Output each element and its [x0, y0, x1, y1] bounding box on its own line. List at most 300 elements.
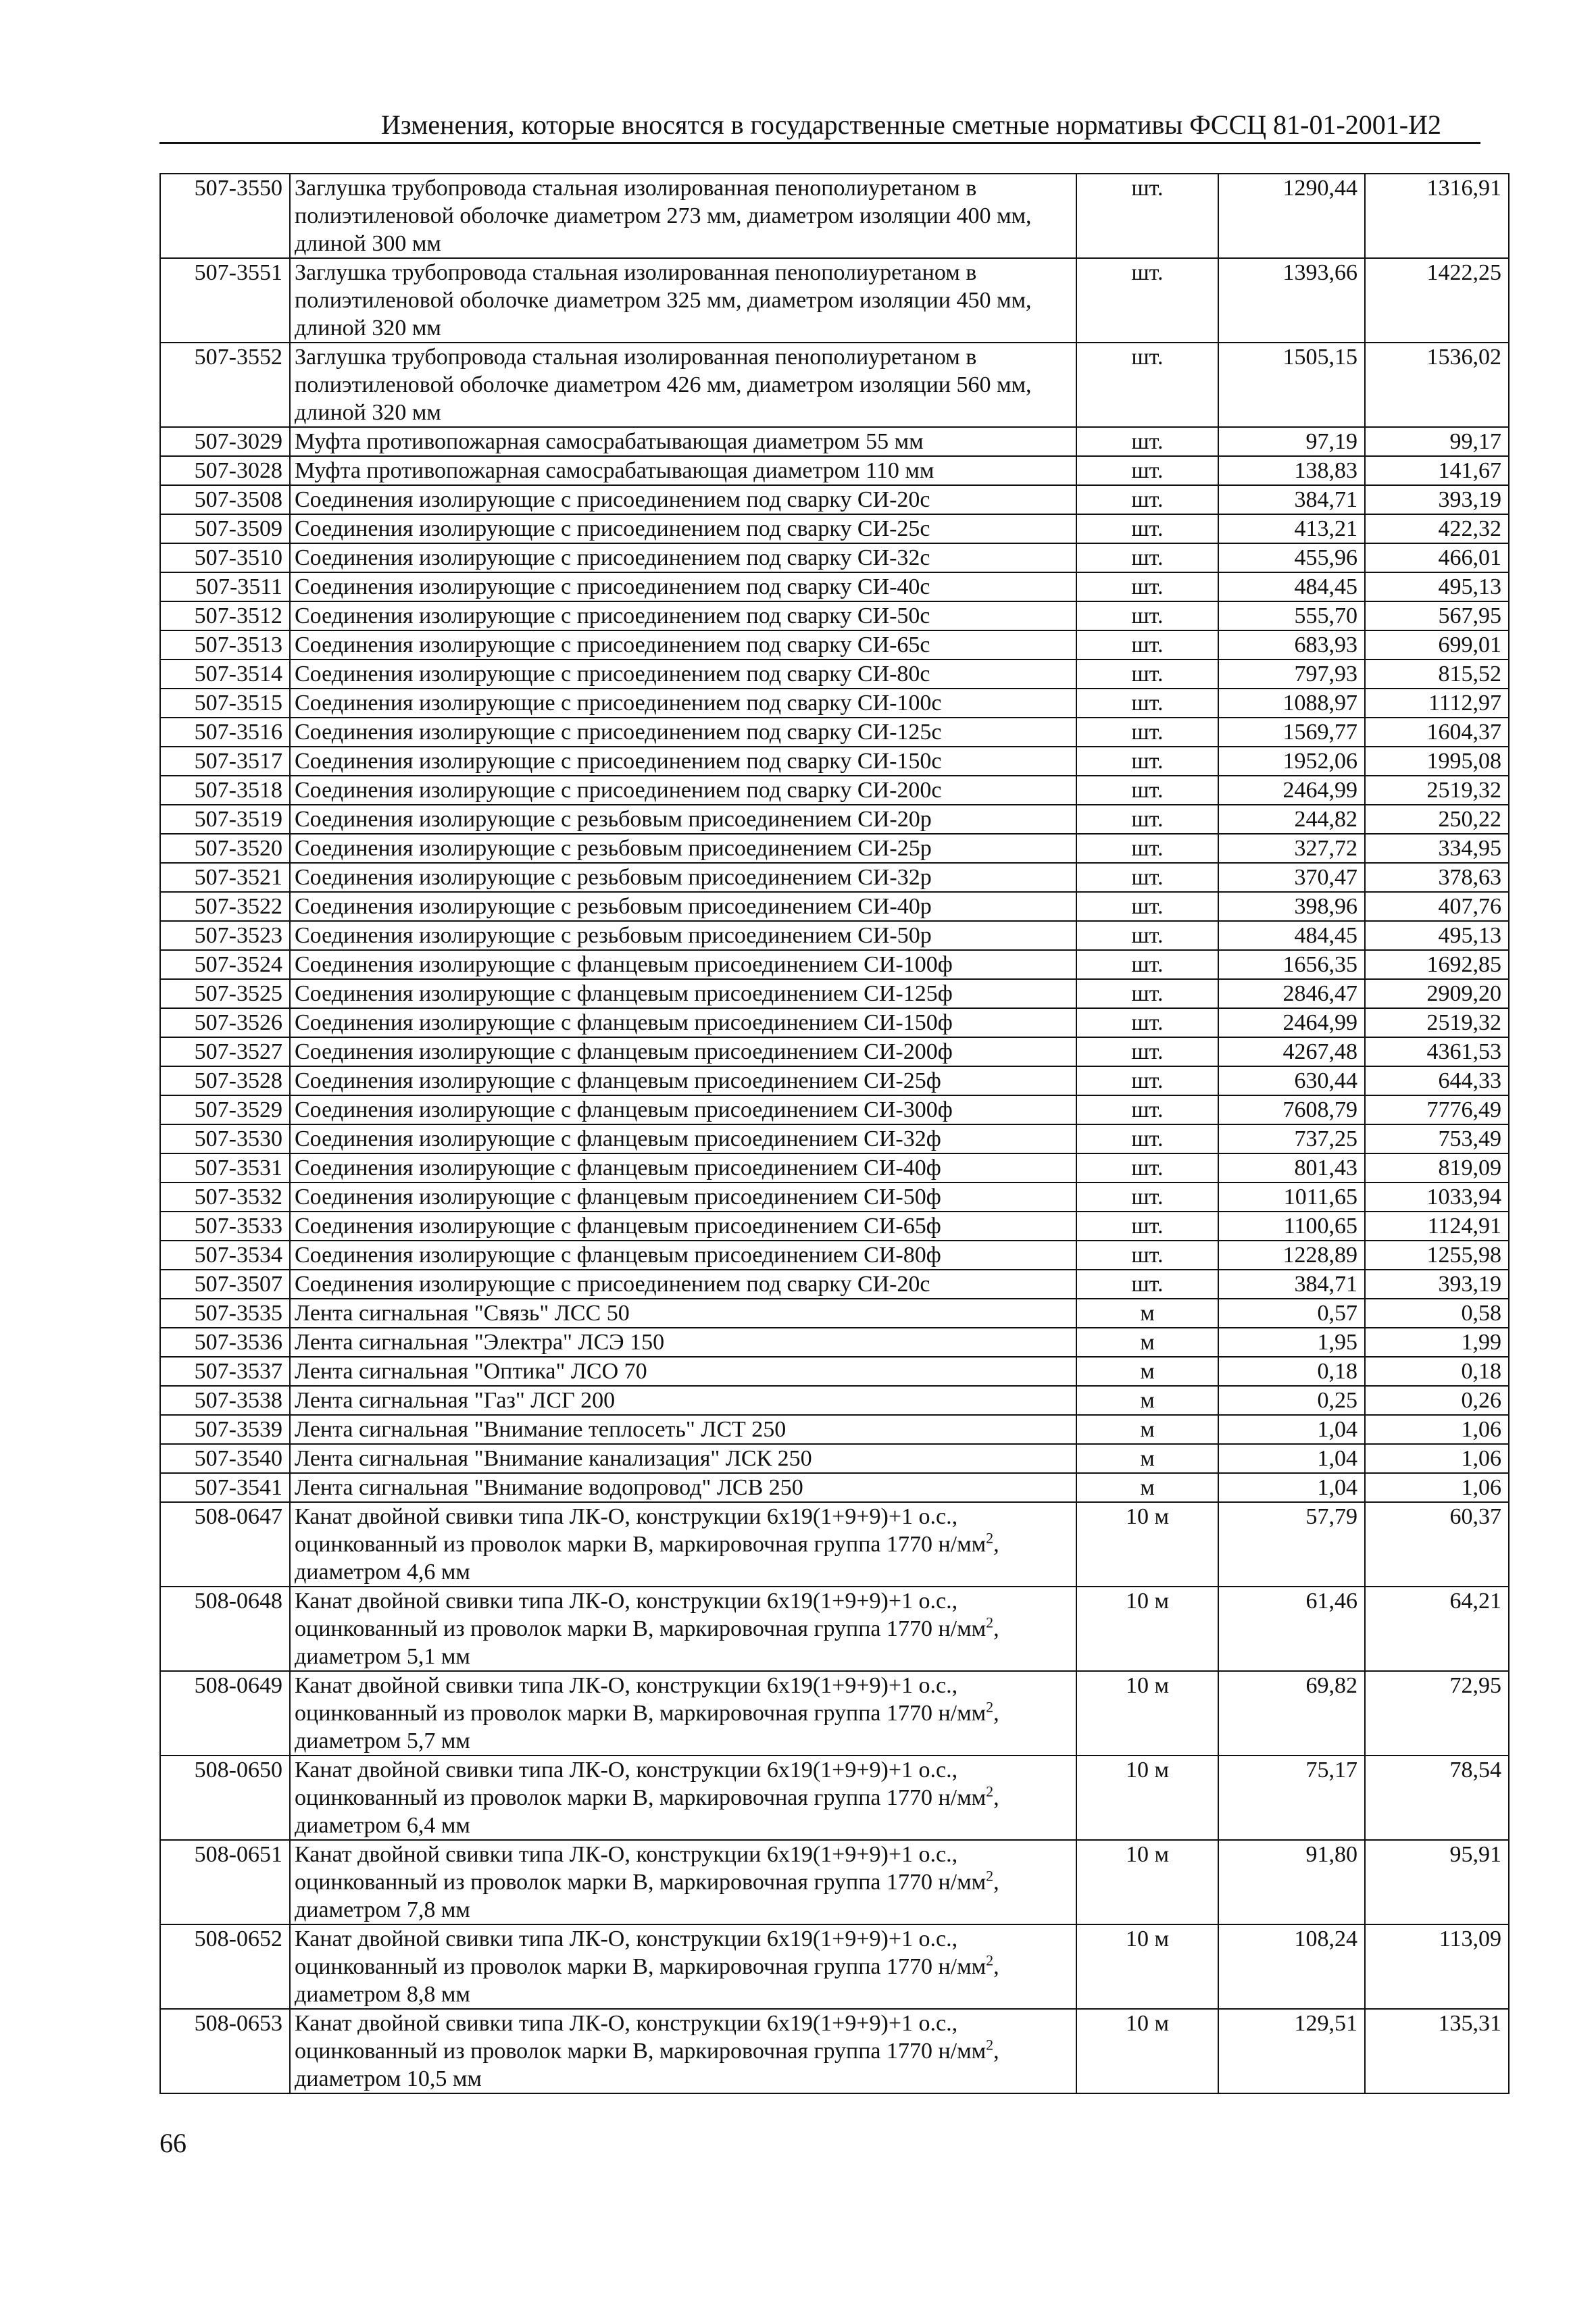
row-price-2: 393,19 [1365, 1270, 1509, 1299]
row-name: Соединения изолирующие с резьбовым присоединением СИ-25р [290, 834, 1076, 863]
row-name: Соединения изолирующие с фланцевым присоединением СИ-200ф [290, 1037, 1076, 1066]
row-unit: м [1076, 1357, 1218, 1386]
row-unit: шт. [1076, 689, 1218, 718]
row-name: Заглушка трубопровода стальная изолированная пенополиуретаном в полиэтиленовой оболочке диаметром 426 мм, диаметром изоляции 560 мм, длиной 320 мм [290, 343, 1076, 427]
row-price-1: 630,44 [1218, 1066, 1365, 1095]
table-row [160, 805, 1509, 834]
table-row [160, 1153, 1509, 1183]
row-unit: м [1076, 1386, 1218, 1415]
row-name-text: Канат двойной свивки типа ЛК-О, конструкции 6х19(1+9+9)+1 о.с., оцинкованный из проволок марки В, маркировочная группа 1770 н/мм [295, 1589, 987, 1641]
row-price-2: 1,99 [1365, 1328, 1509, 1357]
row-code: 507-3552 [160, 343, 290, 427]
row-price-2: 753,49 [1365, 1124, 1509, 1153]
row-code: 507-3525 [160, 979, 290, 1008]
row-name [290, 1671, 1076, 1756]
row-code: 507-3512 [160, 601, 290, 630]
row-price-2: 1995,08 [1365, 747, 1509, 776]
row-code: 507-3527 [160, 1037, 290, 1066]
row-name: Лента сигнальная "Внимание теплосеть" ЛСТ 250 [290, 1415, 1076, 1444]
row-code: 508-0648 [160, 1587, 290, 1671]
table-row [160, 1357, 1509, 1386]
row-price-2: 819,09 [1365, 1153, 1509, 1183]
table-row [160, 863, 1509, 892]
table-row [160, 1008, 1509, 1037]
row-name-superscript: 2 [986, 1867, 994, 1885]
row-name-text: Канат двойной свивки типа ЛК-О, конструкции 6х19(1+9+9)+1 о.с., оцинкованный из проволок марки В, маркировочная группа 1770 н/мм [295, 1504, 987, 1557]
row-price-1: 1952,06 [1218, 747, 1365, 776]
row-unit: шт. [1076, 776, 1218, 805]
row-name: Соединения изолирующие с фланцевым присоединением СИ-40ф [290, 1153, 1076, 1183]
row-name: Соединения изолирующие с присоединением под сварку СИ-200с [290, 776, 1076, 805]
table-row [160, 1183, 1509, 1212]
row-name: Соединения изолирующие с присоединением под сварку СИ-80с [290, 659, 1076, 689]
table-row [160, 1502, 1509, 1587]
row-unit: шт. [1076, 427, 1218, 456]
table-row [160, 979, 1509, 1008]
row-code: 507-3536 [160, 1328, 290, 1357]
row-code: 507-3535 [160, 1299, 290, 1328]
row-price-2: 60,37 [1365, 1502, 1509, 1587]
row-price-2: 78,54 [1365, 1756, 1509, 1840]
row-price-2: 250,22 [1365, 805, 1509, 834]
row-name-text: Канат двойной свивки типа ЛК-О, конструкции 6х19(1+9+9)+1 о.с., оцинкованный из проволок марки В, маркировочная группа 1770 н/мм [295, 2011, 987, 2064]
row-price-2: 1033,94 [1365, 1183, 1509, 1212]
table-row [160, 1924, 1509, 2009]
row-name-superscript: 2 [986, 2036, 994, 2053]
row-price-2: 378,63 [1365, 863, 1509, 892]
row-name: Муфта противопожарная самосрабатывающая диаметром 55 мм [290, 427, 1076, 456]
row-price-1: 1,04 [1218, 1444, 1365, 1473]
row-code: 507-3539 [160, 1415, 290, 1444]
row-price-1: 69,82 [1218, 1671, 1365, 1756]
row-code: 507-3551 [160, 258, 290, 343]
row-code: 507-3524 [160, 950, 290, 979]
row-price-1: 1,04 [1218, 1473, 1365, 1502]
row-price-1: 75,17 [1218, 1756, 1365, 1840]
row-price-2: 0,26 [1365, 1386, 1509, 1415]
row-unit: м [1076, 1444, 1218, 1473]
row-price-1: 737,25 [1218, 1124, 1365, 1153]
table-row [160, 1328, 1509, 1357]
row-unit: шт. [1076, 892, 1218, 921]
row-price-1: 413,21 [1218, 514, 1365, 543]
row-name: Соединения изолирующие с резьбовым присоединением СИ-50р [290, 921, 1076, 950]
row-name: Соединения изолирующие с присоединением под сварку СИ-32с [290, 543, 1076, 572]
row-name-superscript: 2 [986, 1951, 994, 1969]
row-unit: шт. [1076, 1183, 1218, 1212]
row-price-2: 1692,85 [1365, 950, 1509, 979]
row-name: Заглушка трубопровода стальная изолированная пенополиуретаном в полиэтиленовой оболочке диаметром 325 мм, диаметром изоляции 450 мм, длиной 320 мм [290, 258, 1076, 343]
row-price-1: 1,04 [1218, 1415, 1365, 1444]
row-name: Соединения изолирующие с фланцевым присоединением СИ-150ф [290, 1008, 1076, 1037]
row-name [290, 1756, 1076, 1840]
row-name: Соединения изолирующие с резьбовым присоединением СИ-40р [290, 892, 1076, 921]
row-price-1: 1290,44 [1218, 174, 1365, 258]
table-row [160, 514, 1509, 543]
row-name-text: Канат двойной свивки типа ЛК-О, конструкции 6х19(1+9+9)+1 о.с., оцинкованный из проволок марки В, маркировочная группа 1770 н/мм [295, 1926, 987, 1979]
row-unit: шт. [1076, 1153, 1218, 1183]
table-row [160, 834, 1509, 863]
row-unit: шт. [1076, 543, 1218, 572]
row-code: 507-3528 [160, 1066, 290, 1095]
row-name-text-end: , диаметром 4,6 мм [295, 1532, 999, 1585]
row-name: Соединения изолирующие с фланцевым присоединением СИ-65ф [290, 1212, 1076, 1241]
row-unit: шт. [1076, 1241, 1218, 1270]
row-unit: шт. [1076, 258, 1218, 343]
table-row [160, 1037, 1509, 1066]
row-price-2: 99,17 [1365, 427, 1509, 456]
row-code: 508-0649 [160, 1671, 290, 1756]
row-code: 507-3531 [160, 1153, 290, 1183]
row-name: Соединения изолирующие с присоединением под сварку СИ-20с [290, 1270, 1076, 1299]
price-table-body [160, 174, 1509, 2093]
row-name [290, 1840, 1076, 1924]
table-row [160, 456, 1509, 485]
row-unit: шт. [1076, 921, 1218, 950]
row-name-text: Канат двойной свивки типа ЛК-О, конструкции 6х19(1+9+9)+1 о.с., оцинкованный из проволок марки В, маркировочная группа 1770 н/мм [295, 1758, 987, 1810]
row-unit: шт. [1076, 630, 1218, 659]
row-unit: шт. [1076, 834, 1218, 863]
row-code: 507-3541 [160, 1473, 290, 1502]
table-row [160, 543, 1509, 572]
table-row [160, 1066, 1509, 1095]
row-unit: м [1076, 1328, 1218, 1357]
row-code: 507-3510 [160, 543, 290, 572]
row-price-2: 0,18 [1365, 1357, 1509, 1386]
row-price-1: 484,45 [1218, 572, 1365, 601]
row-unit: шт. [1076, 1095, 1218, 1124]
row-unit: шт. [1076, 456, 1218, 485]
row-unit: шт. [1076, 1037, 1218, 1066]
row-name: Лента сигнальная "Внимание водопровод" ЛСВ 250 [290, 1473, 1076, 1502]
row-price-1: 1228,89 [1218, 1241, 1365, 1270]
row-unit: 10 м [1076, 1587, 1218, 1671]
row-code: 508-0651 [160, 1840, 290, 1924]
table-row [160, 1444, 1509, 1473]
row-code: 507-3508 [160, 485, 290, 514]
row-price-2: 699,01 [1365, 630, 1509, 659]
row-price-2: 393,19 [1365, 485, 1509, 514]
row-name: Соединения изолирующие с резьбовым присоединением СИ-20р [290, 805, 1076, 834]
row-price-2: 422,32 [1365, 514, 1509, 543]
row-name: Соединения изолирующие с присоединением под сварку СИ-25с [290, 514, 1076, 543]
table-row [160, 1124, 1509, 1153]
table-row [160, 427, 1509, 456]
row-code: 507-3514 [160, 659, 290, 689]
row-unit: шт. [1076, 485, 1218, 514]
row-price-1: 138,83 [1218, 456, 1365, 485]
row-name: Лента сигнальная "Внимание канализация" ЛСК 250 [290, 1444, 1076, 1473]
row-price-1: 384,71 [1218, 1270, 1365, 1299]
row-price-1: 1,95 [1218, 1328, 1365, 1357]
row-price-1: 801,43 [1218, 1153, 1365, 1183]
row-price-1: 398,96 [1218, 892, 1365, 921]
row-name-superscript: 2 [986, 1529, 994, 1547]
table-row [160, 1415, 1509, 1444]
row-price-2: 495,13 [1365, 921, 1509, 950]
row-price-2: 407,76 [1365, 892, 1509, 921]
row-price-2: 2519,32 [1365, 776, 1509, 805]
row-price-1: 1011,65 [1218, 1183, 1365, 1212]
row-name: Лента сигнальная "Оптика" ЛСО 70 [290, 1357, 1076, 1386]
row-unit: шт. [1076, 572, 1218, 601]
row-price-1: 0,18 [1218, 1357, 1365, 1386]
row-name-superscript: 2 [986, 1783, 994, 1800]
table-row [160, 1473, 1509, 1502]
row-unit: шт. [1076, 863, 1218, 892]
row-unit: шт. [1076, 1066, 1218, 1095]
row-code: 507-3028 [160, 456, 290, 485]
row-price-2: 1112,97 [1365, 689, 1509, 718]
row-price-2: 7776,49 [1365, 1095, 1509, 1124]
row-name-text-end: , диаметром 5,7 мм [295, 1701, 999, 1753]
row-price-1: 129,51 [1218, 2009, 1365, 2093]
row-code: 507-3533 [160, 1212, 290, 1241]
table-row [160, 1212, 1509, 1241]
row-code: 507-3532 [160, 1183, 290, 1212]
row-name: Соединения изолирующие с фланцевым присоединением СИ-50ф [290, 1183, 1076, 1212]
row-unit: шт. [1076, 343, 1218, 427]
table-row [160, 485, 1509, 514]
row-unit: 10 м [1076, 1924, 1218, 2009]
row-code: 508-0647 [160, 1502, 290, 1587]
row-price-2: 72,95 [1365, 1671, 1509, 1756]
row-price-1: 57,79 [1218, 1502, 1365, 1587]
row-code: 507-3530 [160, 1124, 290, 1153]
row-price-2: 644,33 [1365, 1066, 1509, 1095]
row-price-1: 2464,99 [1218, 776, 1365, 805]
row-price-2: 95,91 [1365, 1840, 1509, 1924]
row-price-1: 1505,15 [1218, 343, 1365, 427]
row-name: Соединения изолирующие с присоединением под сварку СИ-150с [290, 747, 1076, 776]
row-price-1: 1100,65 [1218, 1212, 1365, 1241]
row-name [290, 1587, 1076, 1671]
row-price-2: 334,95 [1365, 834, 1509, 863]
row-code: 507-3517 [160, 747, 290, 776]
row-name: Лента сигнальная "Электра" ЛСЭ 150 [290, 1328, 1076, 1357]
row-name: Соединения изолирующие с фланцевым присоединением СИ-100ф [290, 950, 1076, 979]
price-table [159, 173, 1510, 2094]
row-price-1: 108,24 [1218, 1924, 1365, 2009]
table-row [160, 776, 1509, 805]
row-unit: 10 м [1076, 1756, 1218, 1840]
table-row [160, 1756, 1509, 1840]
header-title: Изменения, которые вносятся в государственные сметные нормативы ФССЦ 81-01-2001-И2 [380, 109, 1441, 140]
page-number: 66 [159, 2128, 186, 2158]
row-price-1: 4267,48 [1218, 1037, 1365, 1066]
row-name [290, 2009, 1076, 2093]
row-name: Соединения изолирующие с фланцевым присоединением СИ-32ф [290, 1124, 1076, 1153]
table-row [160, 921, 1509, 950]
row-price-2: 135,31 [1365, 2009, 1509, 2093]
row-code: 508-0652 [160, 1924, 290, 2009]
row-name: Соединения изолирующие с фланцевым присоединением СИ-300ф [290, 1095, 1076, 1124]
row-code: 507-3537 [160, 1357, 290, 1386]
row-code: 508-0653 [160, 2009, 290, 2093]
row-code: 507-3529 [160, 1095, 290, 1124]
row-unit: м [1076, 1299, 1218, 1328]
table-row [160, 1840, 1509, 1924]
row-price-2: 4361,53 [1365, 1037, 1509, 1066]
row-name-text: Канат двойной свивки типа ЛК-О, конструкции 6х19(1+9+9)+1 о.с., оцинкованный из проволок марки В, маркировочная группа 1770 н/мм [295, 1673, 987, 1726]
row-unit: шт. [1076, 514, 1218, 543]
row-name-text-end: , диаметром 8,8 мм [295, 1954, 999, 2007]
row-code: 507-3515 [160, 689, 290, 718]
row-price-2: 1,06 [1365, 1415, 1509, 1444]
row-unit: шт. [1076, 174, 1218, 258]
row-unit: шт. [1076, 979, 1218, 1008]
row-price-2: 0,58 [1365, 1299, 1509, 1328]
row-unit: м [1076, 1415, 1218, 1444]
row-name-superscript: 2 [986, 1614, 994, 1631]
row-price-2: 1,06 [1365, 1444, 1509, 1473]
table-row [160, 630, 1509, 659]
row-name-text-end: , диаметром 6,4 мм [295, 1785, 999, 1838]
table-row [160, 2009, 1509, 2093]
table-row [160, 1587, 1509, 1671]
row-name-text-end: , диаметром 5,1 мм [295, 1616, 999, 1669]
row-name [290, 1924, 1076, 2009]
row-price-1: 683,93 [1218, 630, 1365, 659]
row-unit: м [1076, 1473, 1218, 1502]
row-price-1: 61,46 [1218, 1587, 1365, 1671]
row-unit: 10 м [1076, 1502, 1218, 1587]
table-row [160, 1095, 1509, 1124]
row-unit: шт. [1076, 747, 1218, 776]
row-price-1: 1088,97 [1218, 689, 1365, 718]
table-row [160, 572, 1509, 601]
row-price-1: 244,82 [1218, 805, 1365, 834]
row-price-1: 7608,79 [1218, 1095, 1365, 1124]
row-unit: шт. [1076, 659, 1218, 689]
row-price-1: 384,71 [1218, 485, 1365, 514]
row-code: 507-3540 [160, 1444, 290, 1473]
row-unit: шт. [1076, 601, 1218, 630]
row-code: 507-3513 [160, 630, 290, 659]
row-code: 507-3516 [160, 718, 290, 747]
row-price-1: 2846,47 [1218, 979, 1365, 1008]
row-name: Лента сигнальная "Связь" ЛСС 50 [290, 1299, 1076, 1328]
row-price-1: 455,96 [1218, 543, 1365, 572]
page-header [159, 108, 1480, 144]
table-row [160, 950, 1509, 979]
row-unit: шт. [1076, 950, 1218, 979]
table-row [160, 689, 1509, 718]
row-code: 507-3526 [160, 1008, 290, 1037]
row-price-1: 327,72 [1218, 834, 1365, 863]
row-name-text: Канат двойной свивки типа ЛК-О, конструкции 6х19(1+9+9)+1 о.с., оцинкованный из проволок марки В, маркировочная группа 1770 н/мм [295, 1842, 987, 1895]
row-name: Заглушка трубопровода стальная изолированная пенополиуретаном в полиэтиленовой оболочке диаметром 273 мм, диаметром изоляции 400 мм, длиной 300 мм [290, 174, 1076, 258]
row-code: 507-3522 [160, 892, 290, 921]
row-name: Соединения изолирующие с присоединением под сварку СИ-50с [290, 601, 1076, 630]
row-price-2: 113,09 [1365, 1924, 1509, 2009]
row-code: 507-3519 [160, 805, 290, 834]
row-price-1: 370,47 [1218, 863, 1365, 892]
row-code: 507-3521 [160, 863, 290, 892]
row-price-1: 1656,35 [1218, 950, 1365, 979]
row-code: 507-3550 [160, 174, 290, 258]
row-price-1: 1569,77 [1218, 718, 1365, 747]
row-price-2: 495,13 [1365, 572, 1509, 601]
row-price-1: 0,25 [1218, 1386, 1365, 1415]
row-code: 507-3523 [160, 921, 290, 950]
row-name-text-end: , диаметром 7,8 мм [295, 1870, 999, 1922]
row-name: Соединения изолирующие с присоединением под сварку СИ-20с [290, 485, 1076, 514]
row-price-2: 1316,91 [1365, 174, 1509, 258]
row-price-2: 2519,32 [1365, 1008, 1509, 1037]
row-price-1: 97,19 [1218, 427, 1365, 456]
row-name: Соединения изолирующие с присоединением под сварку СИ-65с [290, 630, 1076, 659]
row-name: Соединения изолирующие с резьбовым присоединением СИ-32р [290, 863, 1076, 892]
table-row [160, 601, 1509, 630]
table-row [160, 258, 1509, 343]
row-name-text-end: , диаметром 10,5 мм [295, 2039, 999, 2091]
row-unit: шт. [1076, 1270, 1218, 1299]
row-code: 507-3518 [160, 776, 290, 805]
table-row [160, 1671, 1509, 1756]
table-row [160, 747, 1509, 776]
table-row [160, 1386, 1509, 1415]
row-name: Лента сигнальная "Газ" ЛСГ 200 [290, 1386, 1076, 1415]
row-name: Соединения изолирующие с присоединением под сварку СИ-100с [290, 689, 1076, 718]
row-code: 507-3029 [160, 427, 290, 456]
row-code: 507-3520 [160, 834, 290, 863]
row-code: 507-3538 [160, 1386, 290, 1415]
row-unit: шт. [1076, 718, 1218, 747]
row-name: Муфта противопожарная самосрабатывающая диаметром 110 мм [290, 456, 1076, 485]
table-row [160, 174, 1509, 258]
row-price-1: 1393,66 [1218, 258, 1365, 343]
row-price-2: 1,06 [1365, 1473, 1509, 1502]
table-row [160, 1241, 1509, 1270]
table-row [160, 343, 1509, 427]
row-price-2: 466,01 [1365, 543, 1509, 572]
row-price-1: 91,80 [1218, 1840, 1365, 1924]
row-price-1: 555,70 [1218, 601, 1365, 630]
row-unit: 10 м [1076, 1671, 1218, 1756]
row-name: Соединения изолирующие с фланцевым присоединением СИ-125ф [290, 979, 1076, 1008]
row-unit: шт. [1076, 805, 1218, 834]
row-name: Соединения изолирующие с фланцевым присоединением СИ-80ф [290, 1241, 1076, 1270]
row-price-1: 0,57 [1218, 1299, 1365, 1328]
row-unit: шт. [1076, 1212, 1218, 1241]
table-row [160, 1270, 1509, 1299]
row-price-2: 815,52 [1365, 659, 1509, 689]
row-code: 507-3507 [160, 1270, 290, 1299]
row-price-2: 567,95 [1365, 601, 1509, 630]
table-row [160, 659, 1509, 689]
row-price-2: 141,67 [1365, 456, 1509, 485]
row-price-2: 1124,91 [1365, 1212, 1509, 1241]
row-price-2: 1422,25 [1365, 258, 1509, 343]
row-price-2: 64,21 [1365, 1587, 1509, 1671]
table-row [160, 1299, 1509, 1328]
row-code: 507-3509 [160, 514, 290, 543]
row-code: 508-0650 [160, 1756, 290, 1840]
row-name: Соединения изолирующие с фланцевым присоединением СИ-25ф [290, 1066, 1076, 1095]
row-name-superscript: 2 [986, 1698, 994, 1716]
row-unit: 10 м [1076, 2009, 1218, 2093]
row-code: 507-3534 [160, 1241, 290, 1270]
table-row [160, 718, 1509, 747]
row-name: Соединения изолирующие с присоединением под сварку СИ-125с [290, 718, 1076, 747]
row-price-1: 797,93 [1218, 659, 1365, 689]
row-code: 507-3511 [160, 572, 290, 601]
row-name [290, 1502, 1076, 1587]
row-price-2: 2909,20 [1365, 979, 1509, 1008]
row-price-1: 2464,99 [1218, 1008, 1365, 1037]
row-name: Соединения изолирующие с присоединением под сварку СИ-40с [290, 572, 1076, 601]
